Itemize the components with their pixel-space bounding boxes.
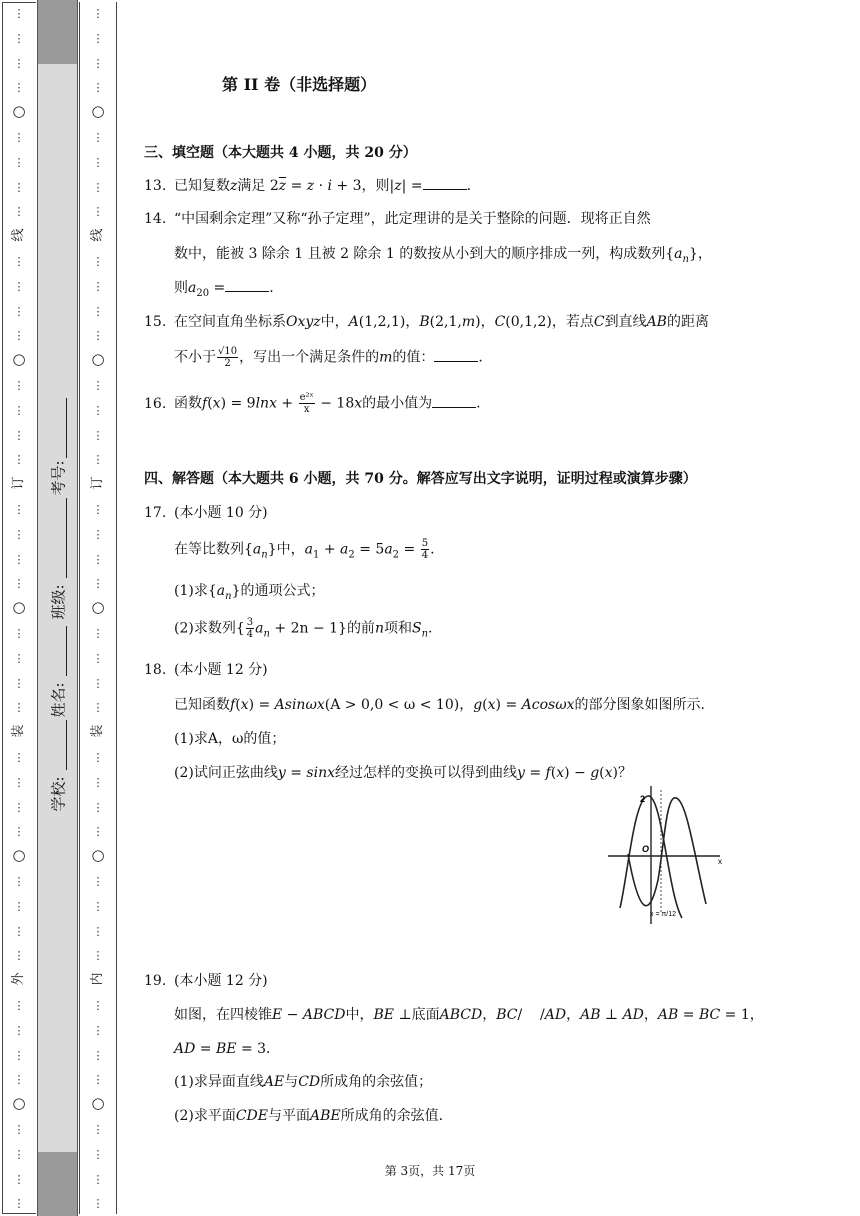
binding-dots: ⋮ <box>92 1123 104 1136</box>
binding-dots: ⋮ <box>13 156 25 169</box>
binding-dots: ⋮ <box>13 751 25 764</box>
binding-dots: ⋮ <box>92 577 104 590</box>
q15-text-6: ，写出一个满足条件的 <box>239 349 380 366</box>
q19-p1-text-3: 所成角的余弦值； <box>320 1074 433 1090</box>
question-17 <box>144 502 268 522</box>
q19-p2-text: (2)求平面 <box>174 1108 236 1124</box>
binding-inner-markers <box>90 0 106 1216</box>
binding-dots: ⋮ <box>13 528 25 541</box>
binding-dots: ⋮ <box>13 1073 25 1086</box>
fraction-denominator: 2 <box>224 358 231 369</box>
q17-p1-text-2: }的通项公式； <box>231 583 325 599</box>
q13-text: 已知复数 <box>174 178 230 194</box>
answer-blank[interactable] <box>432 394 476 408</box>
binding-dots: ⋮ <box>92 81 104 94</box>
binding-circle: ○ <box>91 846 105 864</box>
q18-p2-text: (2)试问正弦曲线 <box>174 765 278 781</box>
binding-dots: ⋮ <box>92 305 104 318</box>
page-footer: 第 3页，共 17页 <box>384 1164 476 1178</box>
binding-circle: ○ <box>91 350 105 368</box>
binding-dots: ⋮ <box>13 1197 25 1210</box>
binding-dots: ⋮ <box>92 627 104 640</box>
binding-dots: ⋮ <box>13 1148 25 1161</box>
q18-score: (本小题 12 分) <box>174 662 268 678</box>
fraction-denominator: 4 <box>246 629 254 640</box>
binding-dots: ⋮ <box>92 528 104 541</box>
q14-text-3: 则 <box>174 280 188 296</box>
binding-dots: ⋮ <box>92 1024 104 1037</box>
fraction-numerator: 5 <box>421 538 429 549</box>
q19-stem: 如图，在四棱锥E − ABCD中，BE ⊥底面ABCD，BC/ /AD，AB ⊥ AD，AB = BC = 1， <box>174 1007 764 1023</box>
q18-text-2: (A > 0,0 < ω < 10)， <box>324 697 474 713</box>
binding-dots: ⋮ <box>13 7 25 20</box>
binding-dots: ⋮ <box>92 429 104 442</box>
q17-p2-text-2: + 2n − 1}的前 <box>269 620 375 637</box>
school-label: 学校: <box>49 776 68 812</box>
graph-x-label: x <box>718 857 722 866</box>
binding-dots: ⋮ <box>92 131 104 144</box>
binding-dots: ⋮ <box>13 429 25 442</box>
binding-dots: ⋮ <box>13 255 25 268</box>
binding-dots: ⋮ <box>92 404 104 417</box>
q17-text: 在等比数列{ <box>174 541 253 558</box>
binding-char: 线 <box>90 228 105 242</box>
fraction-numerator: 3 <box>246 617 254 628</box>
binding-char: 线 <box>11 228 26 242</box>
binding-dots: ⋮ <box>13 776 25 789</box>
binding-dots: ⋮ <box>92 801 104 814</box>
q17-stem: 在等比数列$\{a_n\}$中，$a_1 + a_2 = 5a_2$ = $\frac{5}{4}$ . <box>174 538 435 561</box>
binding-circle: ○ <box>12 1094 26 1112</box>
fraction-numerator: e²ˣ <box>299 392 314 403</box>
binding-dots: ⋮ <box>13 57 25 70</box>
binding-dots: ⋮ <box>92 751 104 764</box>
question-18 <box>144 659 268 679</box>
q18-p2-end: ？ <box>618 765 633 781</box>
q18-text: 已知函数 <box>174 697 230 713</box>
name-blank[interactable] <box>66 626 67 676</box>
q17-p2-text-3: 项和 <box>383 620 412 637</box>
q15-point-b: (2,1, <box>429 314 462 330</box>
binding-dots: ⋮ <box>13 1123 25 1136</box>
fraction-denominator: 4 <box>421 550 429 561</box>
binding-dots: ⋮ <box>13 32 25 45</box>
class-blank[interactable] <box>66 498 67 578</box>
binding-dots: ⋮ <box>92 652 104 665</box>
q17-text-4: = <box>399 541 420 558</box>
q18-function-graph <box>606 784 726 926</box>
binding-dots: ⋮ <box>92 7 104 20</box>
binding-char: 内 <box>90 972 105 986</box>
q15-text: 在空间直角坐标系 <box>174 314 286 330</box>
binding-dots: ⋮ <box>13 949 25 962</box>
q17-text-2: }中， <box>267 541 305 558</box>
question-13: 13. 已知复数z满足 $2\overline{z} = z \cdot i + 3$，则|z| = . <box>144 178 472 194</box>
q17-part-2: (2)求数列{ $\frac{3}{4}$ $a_n + 2n - 1$}的前n项和$S_n$. <box>174 617 433 640</box>
question-number: 16. <box>144 395 167 412</box>
graph-origin-label: O <box>642 844 650 854</box>
q17-text-3: = 5 <box>354 541 385 558</box>
section-4-heading: 四、解答题（本大题共 6 小题，共 70 分。解答应写出文字说明，证明过程或演算步骤） <box>144 471 697 487</box>
student-info-fields <box>40 394 76 824</box>
q14-end: . <box>269 280 274 296</box>
binding-dots: ⋮ <box>13 925 25 938</box>
question-15: 15. 在空间直角坐标系Oxyz中，A(1,2,1)，B(2,1,m)，C(0,1,2)，若点C到直线AB的距离 <box>144 314 709 330</box>
q19-p2-text-2: 与平面 <box>268 1108 310 1124</box>
q19-text: 如图，在四棱锥 <box>174 1007 272 1023</box>
q14-text-4: = <box>209 280 226 296</box>
binding-dots: ⋮ <box>92 1148 104 1161</box>
q17-p2-end: . <box>428 620 433 637</box>
binding-dots: ⋮ <box>92 57 104 70</box>
q17-part-1: (1)求$\{a_n\}$的通项公式； <box>174 583 325 602</box>
q19-text-6: ， <box>643 1007 658 1023</box>
binding-dots: ⋮ <box>92 32 104 45</box>
binding-dots: ⋮ <box>92 1073 104 1086</box>
q17-p1-text: (1)求{ <box>174 583 217 599</box>
q16-end: . <box>476 395 481 412</box>
question-14 <box>144 208 651 228</box>
exam-no-blank[interactable] <box>66 398 67 458</box>
fraction-denominator: x <box>303 404 310 415</box>
binding-dots: ⋮ <box>92 776 104 789</box>
q14-line-2: 数中，能被 3 除余 1 且被 2 除余 1 的数按从小到大的顺序排成一列，构成数列$\{a_n\}$， <box>174 246 712 265</box>
binding-char: 装 <box>11 724 26 738</box>
binding-dots: ⋮ <box>13 181 25 194</box>
q16-text-4: 的最小值为 <box>362 395 433 412</box>
binding-dots: ⋮ <box>13 280 25 293</box>
q19-text-7: = 1， <box>720 1007 764 1023</box>
q17-fraction <box>421 538 429 561</box>
binding-dots: ⋮ <box>13 1049 25 1062</box>
binding-char: 装 <box>90 724 105 738</box>
q15-text-4: 的距离 <box>666 314 709 330</box>
binding-dots: ⋮ <box>92 949 104 962</box>
question-number: 13. <box>144 178 167 194</box>
binding-dots: ⋮ <box>92 156 104 169</box>
q15-text-7: 的值： <box>392 349 435 366</box>
binding-dots: ⋮ <box>13 553 25 566</box>
page-title: 第 II 卷（非选择题） <box>222 75 377 94</box>
binding-dots: ⋮ <box>92 825 104 838</box>
q19-text-2: 中， <box>345 1007 374 1023</box>
binding-char: 外 <box>11 972 26 986</box>
binding-dots: ⋮ <box>13 131 25 144</box>
exam-no-label: 考号: <box>49 460 68 496</box>
binding-dots: ⋮ <box>92 677 104 690</box>
q16-text-3: − 18 <box>315 395 355 412</box>
binding-dots: ⋮ <box>92 503 104 516</box>
binding-circle: ○ <box>12 598 26 616</box>
q15-fraction <box>217 346 238 369</box>
graph-axes <box>608 786 720 924</box>
binding-dots: ⋮ <box>13 577 25 590</box>
curve-f <box>628 798 706 906</box>
q16-text-2: = 9 <box>226 395 256 412</box>
q19-text-5: ， <box>566 1007 581 1023</box>
q18-p2-text-2: 经过怎样的变换可以得到曲线 <box>334 765 517 781</box>
binding-dots: ⋮ <box>13 875 25 888</box>
question-number: 18. <box>144 662 167 678</box>
section-3-heading: 三、填空题（本大题共 4 小题，共 20 分） <box>144 145 417 161</box>
q13-end: . <box>466 178 472 194</box>
binding-circle: ○ <box>12 350 26 368</box>
q19-part-2: (2)求平面CDE与平面ABE所成角的余弦值. <box>174 1108 444 1124</box>
q19-text-8: = 3． <box>236 1041 281 1057</box>
binding-dots: ⋮ <box>92 925 104 938</box>
question-19 <box>144 970 268 990</box>
q14-line-1: “中国剩余定理”又称“孙子定理”，此定理讲的是关于整除的问题．现将正自然 <box>174 211 651 227</box>
binding-dots: ⋮ <box>92 205 104 218</box>
q18-text-3: 的部分图象如图所示． <box>574 697 715 713</box>
q17-p2-text: (2)求数列{ <box>174 620 245 637</box>
binding-circle: ○ <box>12 102 26 120</box>
q18-stem: 已知函数f(x) = Asinωx(A > 0,0 < ω < 10)，g(x) = Acosωx的部分图象如图所示． <box>174 697 715 713</box>
q15-text-5: 不小于 <box>174 349 216 366</box>
binding-dots: ⋮ <box>92 1197 104 1210</box>
binding-circle: ○ <box>91 598 105 616</box>
binding-dots: ⋮ <box>13 305 25 318</box>
binding-cap-top <box>38 0 77 64</box>
q19-stem-2: AD = BE = 3． <box>174 1041 281 1057</box>
q15-point-c: (0,1,2)，若点 <box>505 314 594 330</box>
q15-point-b-end: )， <box>475 314 495 330</box>
binding-dots: ⋮ <box>13 900 25 913</box>
q15-end: . <box>478 349 483 366</box>
q13-text-6: | = <box>401 178 423 194</box>
binding-dots: ⋮ <box>13 652 25 665</box>
binding-dots: ⋮ <box>13 801 25 814</box>
binding-dots: ⋮ <box>13 1173 25 1186</box>
q13-text-2: 满足 2 <box>237 178 279 194</box>
q19-p1-text-2: 与 <box>284 1074 299 1090</box>
fraction-numerator: √10 <box>218 346 238 357</box>
q13-text-3: = <box>286 178 307 194</box>
binding-dots: ⋮ <box>13 205 25 218</box>
binding-dots: ⋮ <box>92 553 104 566</box>
q19-p2-text-3: 所成角的余弦值. <box>340 1108 444 1124</box>
question-number: 15. <box>144 314 167 330</box>
q15-point-a: (1,2,1)， <box>358 314 420 330</box>
binding-dots: ⋮ <box>13 1024 25 1037</box>
q19-text-4: ， <box>482 1007 497 1023</box>
binding-dots: ⋮ <box>92 875 104 888</box>
binding-dots: ⋮ <box>92 379 104 392</box>
q17-p2-fraction <box>246 617 254 640</box>
q15-text-3: 到直线 <box>604 314 647 330</box>
q19-text-3: ⊥底面 <box>398 1007 440 1023</box>
question-number: 19. <box>144 973 167 989</box>
binding-dots: ⋮ <box>13 329 25 342</box>
q17-score: (本小题 10 分) <box>174 505 268 521</box>
binding-dots: ⋮ <box>13 453 25 466</box>
q16-fraction <box>299 392 315 415</box>
binding-dots: ⋮ <box>92 1049 104 1062</box>
binding-dots: ⋮ <box>92 181 104 194</box>
q17-end: . <box>430 541 435 558</box>
q14-text-2: }， <box>688 246 712 262</box>
binding-dots: ⋮ <box>13 379 25 392</box>
graph-y-label: 2 <box>640 794 646 804</box>
q13-text-5: + 3，则| <box>332 178 395 194</box>
binding-outer-markers <box>11 0 27 1216</box>
q15-text-2: 中， <box>320 314 349 330</box>
binding-dots: ⋮ <box>13 627 25 640</box>
binding-dots: ⋮ <box>92 453 104 466</box>
q18-part-1: (1)求A，ω的值； <box>174 731 286 747</box>
binding-dots: ⋮ <box>92 255 104 268</box>
binding-circle: ○ <box>91 102 105 120</box>
binding-dots: ⋮ <box>13 503 25 516</box>
binding-dots: ⋮ <box>92 900 104 913</box>
q19-score: (本小题 12 分) <box>174 973 268 989</box>
question-16: 16. 函数f(x) = 9lnx + $\frac{\text{e²ˣ}}{x}$ − 18x的最小值为 . <box>144 392 481 415</box>
binding-dots: ⋮ <box>92 1173 104 1186</box>
q18-part-2: (2)试问正弦曲线y = sinx经过怎样的变换可以得到曲线y = f(x) − g(x)？ <box>174 765 633 781</box>
question-number: 17. <box>144 505 167 521</box>
q14-line-3: 则$a_{20}$ = . <box>174 280 274 299</box>
graph-marker-label: x = π/12 <box>650 911 677 918</box>
binding-dots: ⋮ <box>13 999 25 1012</box>
q14-text: 数中，能被 3 除余 1 且被 2 除余 1 的数按从小到大的顺序排成一列，构成数列{ <box>174 246 675 262</box>
binding-circle: ○ <box>91 1094 105 1112</box>
class-label: 班级: <box>49 584 68 620</box>
binding-dots: ⋮ <box>13 825 25 838</box>
answer-blank[interactable] <box>434 348 478 362</box>
binding-dots: ⋮ <box>92 701 104 714</box>
answer-blank[interactable] <box>225 278 269 292</box>
school-blank[interactable] <box>66 720 67 770</box>
binding-dots: ⋮ <box>92 329 104 342</box>
binding-char: 订 <box>11 476 26 490</box>
binding-dots: ⋮ <box>92 280 104 293</box>
binding-dots: ⋮ <box>13 701 25 714</box>
question-number: 14. <box>144 211 167 227</box>
binding-circle: ○ <box>12 846 26 864</box>
binding-dots: ⋮ <box>13 81 25 94</box>
binding-dots: ⋮ <box>13 677 25 690</box>
binding-dots: ⋮ <box>13 404 25 417</box>
q16-text: 函数 <box>174 395 202 412</box>
graph-curves <box>620 796 706 918</box>
binding-char: 订 <box>90 476 105 490</box>
q19-p1-text: (1)求异面直线 <box>174 1074 264 1090</box>
q19-part-1: (1)求异面直线AE与CD所成角的余弦值； <box>174 1074 433 1090</box>
q13-text-4: · <box>318 178 328 194</box>
answer-blank[interactable] <box>423 176 467 190</box>
binding-dots: ⋮ <box>92 999 104 1012</box>
q15-line-2: 不小于 $\frac{√10}{2}$ ，写出一个满足条件的m的值： . <box>174 346 483 369</box>
name-label: 姓名: <box>49 682 68 718</box>
